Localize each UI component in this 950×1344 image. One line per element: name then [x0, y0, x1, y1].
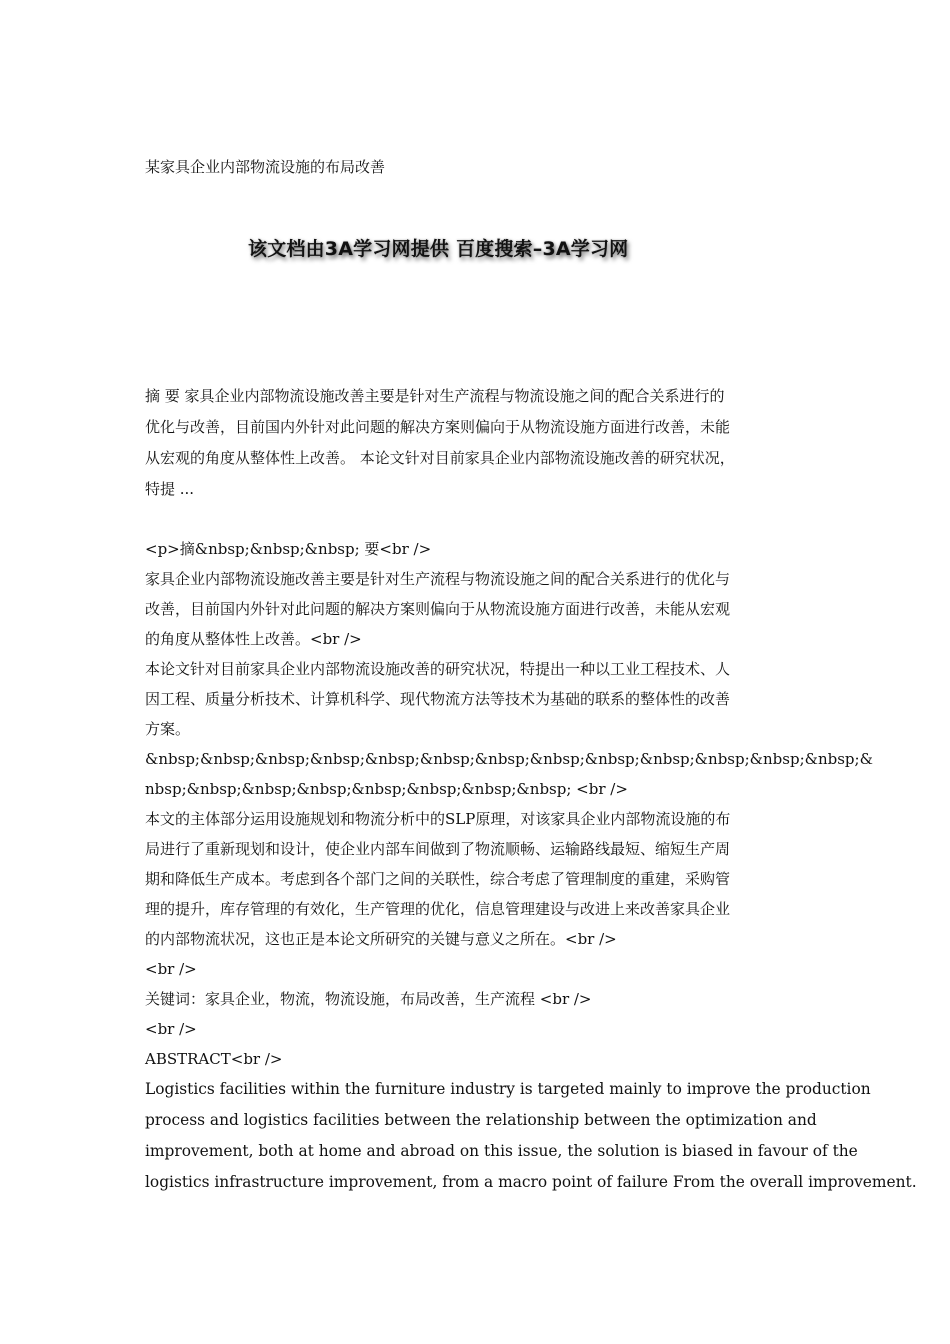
- content-line: 因工程、质量分析技术、计算机科学、现代物流方法等技术为基础的联系的整体性的改善: [145, 690, 731, 708]
- content-line: 局进行了重新现划和设计，使企业内部车间做到了物流顺畅、运输路线最短、缩短生产周: [145, 840, 731, 858]
- raw-content: [145, 534, 917, 1198]
- content-line: 的角度从整体性上改善。<br />: [145, 630, 362, 648]
- content-line: 本论文针对目前家具企业内部物流设施改善的研究状况，特提出一种以工业工程技术、人: [145, 660, 731, 678]
- content-line: 理的提升，库存管理的有效化，生产管理的优化，信息管理建设与改进上来改善家具企业: [145, 900, 731, 918]
- document-title: 某家具企业内部物流设施的布局改善: [145, 158, 386, 176]
- english-line: process and logistics facilities between the relationship between the optimization and: [145, 1111, 817, 1129]
- content-line: 期和降低生产成本。考虑到各个部门之间的关联性，综合考虑了管理制度的重建，采购管: [145, 870, 731, 888]
- summary-line: 摘 要 家具企业内部物流设施改善主要是针对生产流程与物流设施之间的配合关系进行的: [145, 387, 725, 405]
- content-line: 方案。: [145, 720, 191, 738]
- english-line: improvement, both at home and abroad on this issue, the solution is biased in favour of the: [145, 1142, 858, 1160]
- content-line: 改善，目前国内外针对此问题的解决方案则偏向于从物流设施方面进行改善，未能从宏观: [145, 600, 731, 618]
- english-line: logistics infrastructure improvement, from a macro point of failure From the overall improvement.: [145, 1173, 917, 1191]
- summary-line: 特提 ...: [145, 480, 195, 498]
- content-line: 本文的主体部分运用设施规划和物流分析中的SLP原理，对该家具企业内部物流设施的布: [145, 810, 731, 828]
- content-line: nbsp;&nbsp;&nbsp;&nbsp;&nbsp;&nbsp;&nbsp;&nbsp; <br />: [145, 780, 628, 798]
- content-line: 家具企业内部物流设施改善主要是针对生产流程与物流设施之间的配合关系进行的优化与: [145, 570, 731, 588]
- summary-line: 优化与改善，目前国内外针对此问题的解决方案则偏向于从物流设施方面进行改善，未能: [145, 418, 731, 436]
- keywords-line: 关键词：家具企业，物流，物流设施，布局改善，生产流程 <br />: [145, 990, 592, 1008]
- content-line: 的内部物流状况，这也正是本论文所研究的关键与意义之所在。<br />: [145, 930, 617, 948]
- content-line: <br />: [145, 960, 197, 978]
- content-line: <br />: [145, 1020, 197, 1038]
- content-line: &nbsp;&nbsp;&nbsp;&nbsp;&nbsp;&nbsp;&nbsp;&nbsp;&nbsp;&nbsp;&nbsp;&nbsp;&nbsp;&: [145, 750, 873, 768]
- content-line: <p>摘&nbsp;&nbsp;&nbsp; 要<br />: [145, 540, 432, 558]
- abstract-heading: ABSTRACT<br />: [145, 1050, 283, 1068]
- english-line: Logistics facilities within the furniture industry is targeted mainly to improve the production: [145, 1080, 871, 1098]
- summary-line: 从宏观的角度从整体性上改善。 本论文针对目前家具企业内部物流设施改善的研究状况，: [145, 449, 735, 467]
- abstract-summary: [145, 381, 805, 505]
- watermark-banner: 该文档由3A学习网提供 百度搜索–3A学习网: [248, 238, 629, 260]
